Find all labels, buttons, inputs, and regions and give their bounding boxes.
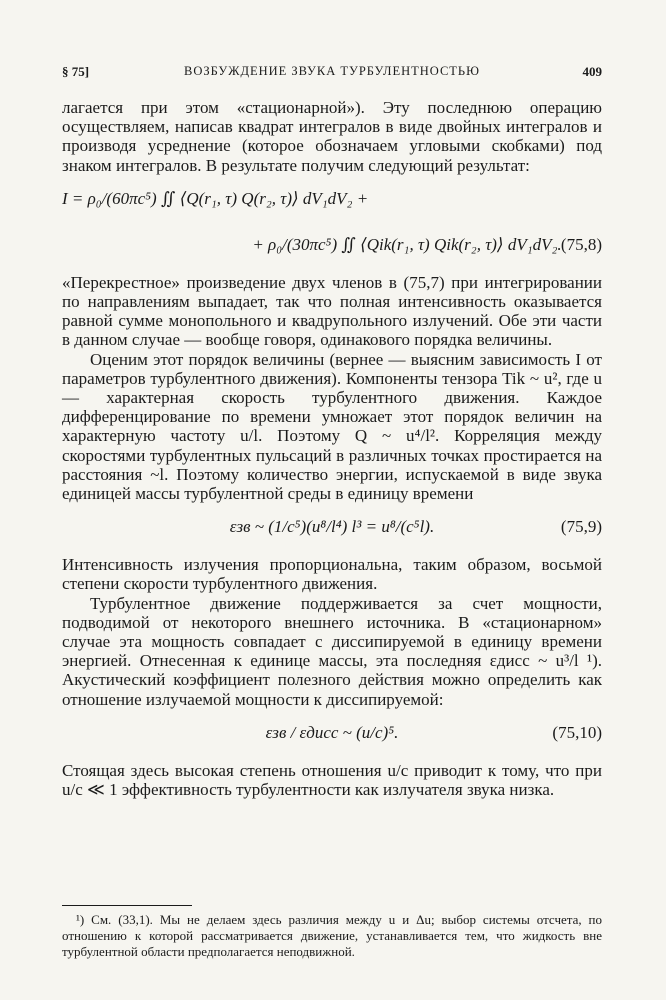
running-title: ВОЗБУЖДЕНИЕ ЗВУКА ТУРБУЛЕНТНОСТЬЮ (184, 64, 480, 78)
equation-text: εзв ~ (1/c⁵)(u⁸/l⁴) l³ = u⁸/(c⁵l). (229, 517, 435, 537)
paragraph-6: Стоящая здесь высокая степень отношения u/c приводит к тому, что при u/c ≪ 1 эффективность турбулентности как излучателя звука низка. (62, 760, 602, 800)
paragraph-5: Турбулентное движение поддерживается за счет мощности, подводимой от некоторого внешнего источника. В «стационарном» случае эта мощность совпадает с диссипируемой в единицу времени энергией. Отнесенная к единице массы, эта последняя εдисс ~ u³/l ¹). Акустический коэффициент полезного действия можно определить как отношение излучаемой мощности к диссипируемой: (62, 593, 602, 709)
equation-number: (75,9) (560, 517, 602, 537)
paragraph-3: Оценим этот порядок величины (вернее — выясним зависимость I от параметров турбулентного движения). Компоненты тензора Tik ~ u², где u — характерная скорость турбулентного движения. Каждое дифференцирование по времени умножает этот порядок величин на характерную частоту u/l. Поэтому Q ~ u⁴/l². Корреляция между скоростями турбулентных пульсаций в различных точках простирается на расстояния ~l. Поэтому количество энергии, испускаемой в виде звука единицей массы турбулентной среды в единицу времени (62, 349, 602, 504)
paragraph-4: Интенсивность излучения пропорциональна, таким образом, восьмой степени скорости турбулентного движения. (62, 555, 602, 594)
paragraph-2: «Перекрестное» произведение двух членов в (75,7) при интегрировании по направлениям выпадает, так что полная интенсивность оказывается равной сумме монопольного и квадрупольного излучений. Обе эти части в данном случае — вообще говоря, одинакового порядка величины. (62, 272, 602, 350)
footnote-divider (62, 905, 192, 906)
main-text (62, 98, 602, 799)
paragraph-1: лагается при этом «стационарной»). Эту последнюю операцию осуществляем, написав квадрат интегралов в виде двойных интегралов и производя усреднение (которое обозначаем угловыми скобками) под знаком интегралов. В результате получим следующий результат: (62, 98, 602, 175)
running-header (62, 64, 602, 86)
equation-number: (75,8) (560, 234, 602, 254)
equation-text: I = ρ₀/(60πc⁵) ∬ ⟨Q(r₁, τ) Q(r₂, τ)⟩ dV₁dV₂ + (62, 188, 369, 208)
equation-75-8-line1 (62, 181, 602, 221)
equation-75-8-line2 (62, 227, 602, 267)
equation-75-10 (62, 715, 602, 755)
page-number: 409 (582, 64, 602, 79)
section-number: § 75] (62, 64, 90, 79)
equation-number: (75,10) (552, 722, 602, 742)
footnote (62, 912, 602, 960)
equation-75-9 (62, 509, 602, 549)
equation-text: εзв / εдисс ~ (u/c)⁵. (265, 722, 399, 742)
equation-text: + ρ₀/(30πc⁵) ∬ ⟨Qik(r₁, τ) Qik(r₂, τ)⟩ dV₁dV₂. (252, 234, 562, 254)
footnote-text: ¹) См. (33,1). Мы не делаем здесь различия между u и Δu; выбор системы отсчета, по отношению к которой рассматривается движение, устанавливается тем, что жидкость вне турбулентной области предполагается неподвижной. (62, 912, 602, 959)
